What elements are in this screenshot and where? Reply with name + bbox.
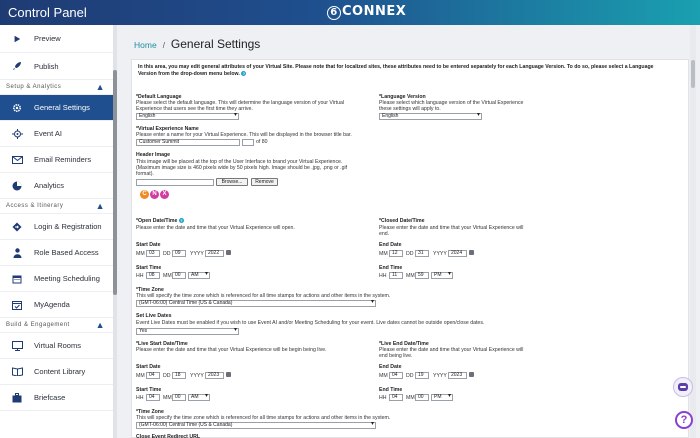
experience-name-label: *Virtual Experience Name <box>136 126 199 132</box>
timezone-label-2: *Time Zone <box>136 409 164 415</box>
live-start-year-input[interactable]: 2023 <box>205 372 224 379</box>
live-end-hour-input[interactable]: 04 <box>389 394 403 401</box>
sidebar-item-virtual-rooms[interactable]: Virtual Rooms <box>0 333 113 359</box>
browse-button[interactable]: Browse... <box>216 178 248 186</box>
top-bar <box>0 0 700 25</box>
close-month-input[interactable]: 12 <box>389 250 403 257</box>
sidebar-item-role-based-access[interactable]: Role Based Access <box>0 240 113 266</box>
header-image-preview: C N X <box>140 190 188 200</box>
section-build-engagement[interactable]: Build & Engagement ▲ <box>0 318 113 333</box>
sidebar-item-publish[interactable]: Publish <box>0 53 113 80</box>
page-scrollbar-thumb[interactable] <box>691 60 695 88</box>
sidebar-item-myagenda[interactable]: MyAgenda <box>0 292 113 318</box>
book-icon <box>0 367 34 376</box>
help-button[interactable]: ? <box>675 411 693 429</box>
live-end-year-input[interactable]: 2023 <box>448 372 467 379</box>
header-image-file-input[interactable] <box>136 179 214 186</box>
open-day-input[interactable]: 09 <box>172 250 186 257</box>
live-end-month-input[interactable]: 04 <box>389 372 403 379</box>
live-start-hour-input[interactable]: 04 <box>146 394 160 401</box>
open-ampm-select[interactable]: AM ▾ <box>188 272 210 279</box>
sidebar-item-login-registration[interactable]: Login & Registration <box>0 214 113 240</box>
gear-icon <box>0 103 34 113</box>
connex-logo[interactable]: 6 CONNEX <box>327 4 406 20</box>
default-language-label: *Default Language <box>136 94 182 100</box>
help-icon[interactable]: ? <box>242 70 246 76</box>
open-datetime-label: *Open Date/Time ? <box>136 218 183 224</box>
calendar-icon[interactable] <box>226 372 231 377</box>
live-end-minute-input[interactable]: 00 <box>415 394 429 401</box>
chevron-up-icon[interactable]: ▲ <box>95 82 105 92</box>
timezone-label: *Time Zone <box>136 287 164 293</box>
open-month-input[interactable]: 03 <box>146 250 160 257</box>
sidebar-item-general-settings[interactable]: General Settings <box>0 95 113 121</box>
live-end-label: *Live End Date/Time <box>379 341 429 347</box>
calendar-check-icon <box>0 300 34 310</box>
close-redirect-label: Close Event Redirect URL <box>136 434 200 438</box>
language-version-select[interactable]: English ▾ <box>379 113 482 120</box>
live-start-month-input[interactable]: 04 <box>146 372 160 379</box>
sidebar-item-meeting-scheduling[interactable]: Meeting Scheduling <box>0 266 113 292</box>
timezone-select-2[interactable]: (GMT-06:00) Central Time (US & Canada) ▾ <box>136 422 376 429</box>
sidebar-item-briefcase[interactable]: Briefcase <box>0 385 113 411</box>
sidebar-scrollbar-thumb[interactable] <box>113 70 117 295</box>
close-day-input[interactable]: 31 <box>415 250 429 257</box>
char-count-box <box>242 139 254 146</box>
sidebar-item-event-ai[interactable]: Event AI <box>0 121 113 147</box>
closed-datetime-label: *Closed Date/Time <box>379 218 425 224</box>
live-end-day-input[interactable]: 19 <box>415 372 429 379</box>
live-start-label: *Live Start Date/Time <box>136 341 188 347</box>
app-title: Control Panel <box>8 5 87 20</box>
sidebar-item-preview[interactable]: Preview <box>0 25 113 53</box>
calendar-icon[interactable] <box>469 250 474 255</box>
briefcase-icon <box>0 393 34 403</box>
open-hour-input[interactable]: 08 <box>146 272 160 279</box>
play-icon <box>0 35 34 43</box>
close-hour-input[interactable]: 11 <box>389 272 403 279</box>
sidebar <box>0 25 113 438</box>
monitor-icon <box>0 341 34 351</box>
remove-button[interactable]: Remove <box>251 178 278 186</box>
page-title: General Settings <box>170 37 261 51</box>
sidebar-item-content-library[interactable]: Content Library <box>0 359 113 385</box>
open-minute-input[interactable]: 00 <box>172 272 186 279</box>
sidebar-item-email-reminders[interactable]: Email Reminders <box>0 147 113 173</box>
section-access-itinerary[interactable]: Access & Itinerary ▲ <box>0 199 113 214</box>
breadcrumb: Home / General Settings <box>134 37 261 51</box>
open-year-input[interactable]: 2022 <box>205 250 224 257</box>
live-start-day-input[interactable]: 18 <box>172 372 186 379</box>
login-arrow-icon <box>0 222 34 232</box>
help-icon[interactable]: ? <box>180 218 183 224</box>
live-start-minute-input[interactable]: 00 <box>172 394 186 401</box>
main-content <box>123 25 700 438</box>
experience-name-input[interactable]: Customer Summit <box>136 139 240 146</box>
close-minute-input[interactable]: 59 <box>415 272 429 279</box>
close-ampm-select[interactable]: PM ▾ <box>431 272 453 279</box>
chart-pie-icon <box>0 181 34 191</box>
settings-panel: In this area, you may edit general attributes of your Virtual Site. Please note that for localized sites, these attributes need to be entered separately for each Language Version. To do so, please select a Language Version from the drop-down menu below. ? *Default Language Please select the default language. This will determine the language version of your Virtual Experience that users see the first time they arrive. English ▾ *Language Version Please select which language version of the Virtual Experience these settings will apply to. English ▾ *Virtual Experience Name Please enter a name for your Virtual Experience. This will be displayed in the browser title bar. Customer Summit of 80 Header Image This image will be placed at the top of the User Interface to brand your Virtual Experience. (Maximum image size is 460 pixels wide by 50 pixels high. Image should be .jpg, .png or .gif format). Browse... Remove C N X *Open Date/Time ? Please enter the date and time that your Virtual Experience will open. Start Date MM 03 DD 09 YYYY 2022 Start Time HH 08 MM 00 AM ▾ *Closed Date/Time Please enter the date and time that your Virtual Experience will end. End Date MM 12 DD 31 YYYY 2024 End Time HH 11 MM 59 PM ▾ *Time Zone This will specify the time zone which is referenced for all time stamps for actions and other items in the system. (GMT-06:00) Central Time (US & Canada) ▾ Set Live Dates Event Live Dates must be enabled if you wish to use Event AI and/or Meeting Scheduling for your event. Live dates cannot be outside open/close dates. Yes ▾ *Live Start Date/Time Please enter the date and time that your Virtual Experience will be begin being live. Start Date MM 04 DD 18 YYYY 2023 Start Time HH 04 MM 00 AM ▾ *Live End Date/Time Please enter the date and time that your Virtual Experience will end being live. End Date MM 04 DD 19 YYYY 2023 End Time HH 04 MM 00 PM ▾ *Time Zone This will specify the time zone which is referenced for all time stamps for actions and other items in the system. (GMT-06:00) Central Time (US & Canada) ▾ Close Event Redirect URL <box>131 59 689 438</box>
calendar-icon[interactable] <box>226 250 231 255</box>
chevron-up-icon[interactable]: ▲ <box>95 201 105 211</box>
set-live-dates-label: Set Live Dates <box>136 313 172 319</box>
sidebar-item-analytics[interactable]: Analytics <box>0 173 113 199</box>
header-image-label: Header Image <box>136 152 171 158</box>
user-role-icon <box>0 248 34 258</box>
section-setup-analytics[interactable]: Setup & Analytics ▲ <box>0 80 113 95</box>
close-year-input[interactable]: 2024 <box>448 250 467 257</box>
calendar-icon[interactable] <box>469 372 474 377</box>
rocket-icon <box>0 61 34 71</box>
ai-brain-icon <box>0 129 34 139</box>
live-end-ampm-select[interactable]: PM ▾ <box>431 394 453 401</box>
timezone-select[interactable]: (GMT-06:00) Central Time (US & Canada) ▾ <box>136 300 376 307</box>
chevron-up-icon[interactable]: ▲ <box>95 320 105 330</box>
default-language-select[interactable]: English ▾ <box>136 113 239 120</box>
calendar-icon <box>0 274 34 284</box>
chatbot-icon[interactable] <box>673 377 693 397</box>
intro-text: In this area, you may edit general attributes of your Virtual Site. Please note that for localized sites, these attributes need to be entered separately for each Language Version. To do so, please select a Language Version from the drop-down menu below. ? <box>138 64 654 77</box>
breadcrumb-home-link[interactable]: Home <box>134 40 157 50</box>
language-version-label: *Language Version <box>379 94 426 100</box>
set-live-dates-select[interactable]: Yes ▾ <box>136 328 239 335</box>
live-start-ampm-select[interactable]: AM ▾ <box>188 394 210 401</box>
envelope-icon <box>0 156 34 164</box>
